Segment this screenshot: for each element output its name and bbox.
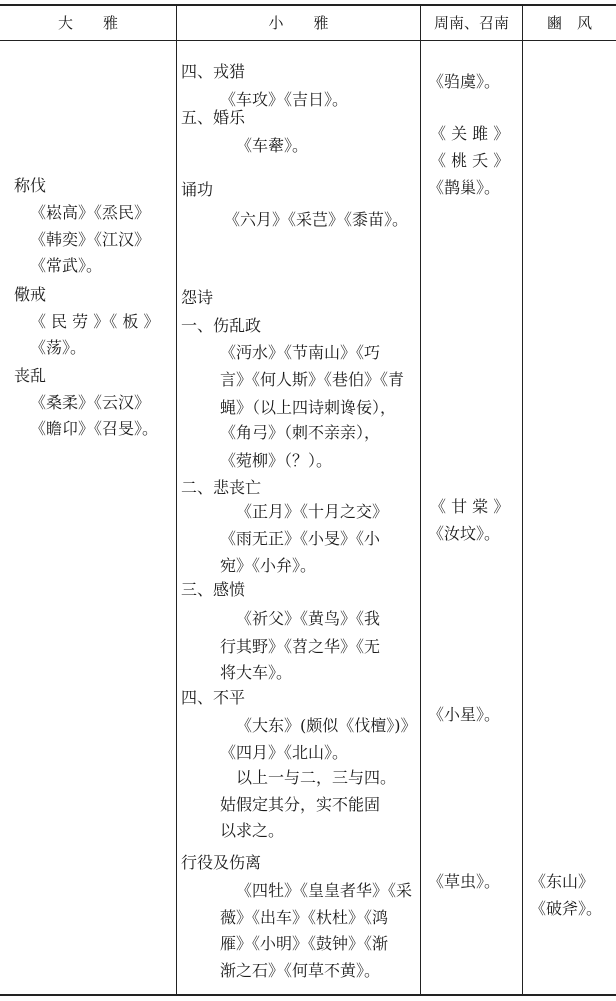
xiaoya-item-23: 《四月》《北山》。	[220, 743, 349, 762]
column-divider-3	[522, 4, 523, 996]
xiaoya-heading-17: 三、感愤	[181, 580, 246, 599]
xiaoya-item-18: 《祈父》《黄鸟》《我	[236, 609, 381, 628]
xiaoya-item-3: 《车舝》。	[236, 136, 309, 155]
binfeng-item-0: 《东山》	[530, 872, 595, 891]
daya-item-3: 《常武》。	[30, 256, 103, 275]
zhounan-item-6: 《小星》。	[428, 705, 501, 724]
xiaoya-item-16: 宛》《小弁》。	[220, 556, 317, 575]
column-divider-1	[176, 4, 177, 996]
daya-heading-0: 称伐	[14, 176, 47, 195]
daya-item-8: 《桑柔》《云汉》	[30, 393, 151, 412]
daya-item-9: 《瞻卬》《召旻》。	[30, 419, 159, 438]
header-bottom-border	[0, 40, 616, 41]
header-zhounan-shaonan: 周南、召南	[433, 14, 509, 32]
xiaoya-heading-6: 怨诗	[181, 288, 214, 307]
xiaoya-heading-4: 诵功	[181, 180, 214, 199]
zhounan-item-0: 《驺虞》。	[428, 72, 501, 91]
xiaoya-item-5: 《六月》《采芑》《黍苗》。	[224, 210, 409, 229]
table-bottom-border	[0, 994, 616, 996]
binfeng-item-1: 《破斧》。	[530, 899, 603, 918]
zhounan-item-1: 《 关 雎 》	[430, 124, 510, 143]
daya-item-1: 《崧高》《烝民》	[30, 203, 151, 222]
xiaoya-heading-27: 行役及伤离	[181, 853, 262, 872]
daya-item-5: 《 民 劳 》《 板 》	[30, 312, 160, 331]
xiaoya-heading-7: 一、伤乱政	[181, 316, 262, 335]
xiaoya-item-22: 《大东》(颇似《伐檀》)》	[236, 716, 417, 735]
daya-item-2: 《韩奕》《江汉》	[30, 230, 151, 249]
xiaoya-item-1: 《车攻》《吉日》。	[220, 90, 349, 109]
xiaoya-item-15: 《雨无正》《小旻》《小	[220, 529, 381, 548]
daya-heading-7: 丧乱	[14, 366, 47, 385]
zhounan-item-5: 《汝坟》。	[428, 524, 501, 543]
xiaoya-item-8: 《沔水》《节南山》《巧	[220, 343, 381, 362]
xiaoya-heading-2: 五、婚乐	[181, 108, 246, 127]
xiaoya-item-12: 《菀柳》（？）。	[220, 451, 333, 470]
xiaoya-item-28: 《四牡》《皇皇者华》《采	[236, 881, 413, 900]
zhounan-item-2: 《 桃 夭 》	[430, 151, 510, 170]
xiaoya-item-10: 蝇》（以上四诗刺谗佞），	[220, 398, 397, 417]
xiaoya-item-30: 雁》《小明》《鼓钟》《渐	[220, 934, 389, 953]
table-top-border	[0, 4, 616, 6]
xiaoya-item-24: 以上一与二，三与四。	[236, 768, 397, 787]
column-divider-2	[420, 4, 421, 996]
xiaoya-heading-0: 四、戎猎	[181, 62, 246, 81]
zhounan-item-7: 《草虫》。	[428, 872, 501, 891]
header-daya: 大 雅	[57, 14, 118, 32]
zhounan-item-4: 《 甘 棠 》	[430, 497, 510, 516]
xiaoya-item-9: 言》《何人斯》《巷伯》《青	[220, 370, 405, 389]
xiaoya-item-19: 行其野》《苕之华》《无	[220, 637, 381, 656]
xiaoya-item-26: 以求之。	[220, 821, 285, 840]
xiaoya-item-29: 薇》《出车》《杕杜》《鸿	[220, 908, 389, 927]
xiaoya-item-20: 将大车》。	[220, 663, 293, 682]
xiaoya-item-25: 姑假定其分，实不能固	[220, 795, 381, 814]
xiaoya-item-11: 《角弓》（刺不亲亲），	[220, 423, 381, 442]
zhounan-item-3: 《鹊巢》。	[428, 178, 501, 197]
header-xiaoya: 小 雅	[268, 14, 329, 32]
header-binfeng: 豳 风	[546, 14, 592, 32]
daya-item-6: 《荡》。	[30, 338, 87, 357]
xiaoya-item-14: 《正月》《十月之交》	[236, 502, 389, 521]
xiaoya-heading-13: 二、悲丧亡	[181, 478, 262, 497]
daya-heading-4: 儆戒	[14, 285, 47, 304]
xiaoya-item-31: 渐之石》《何草不黄》。	[220, 961, 381, 980]
xiaoya-heading-21: 四、不平	[181, 688, 246, 707]
